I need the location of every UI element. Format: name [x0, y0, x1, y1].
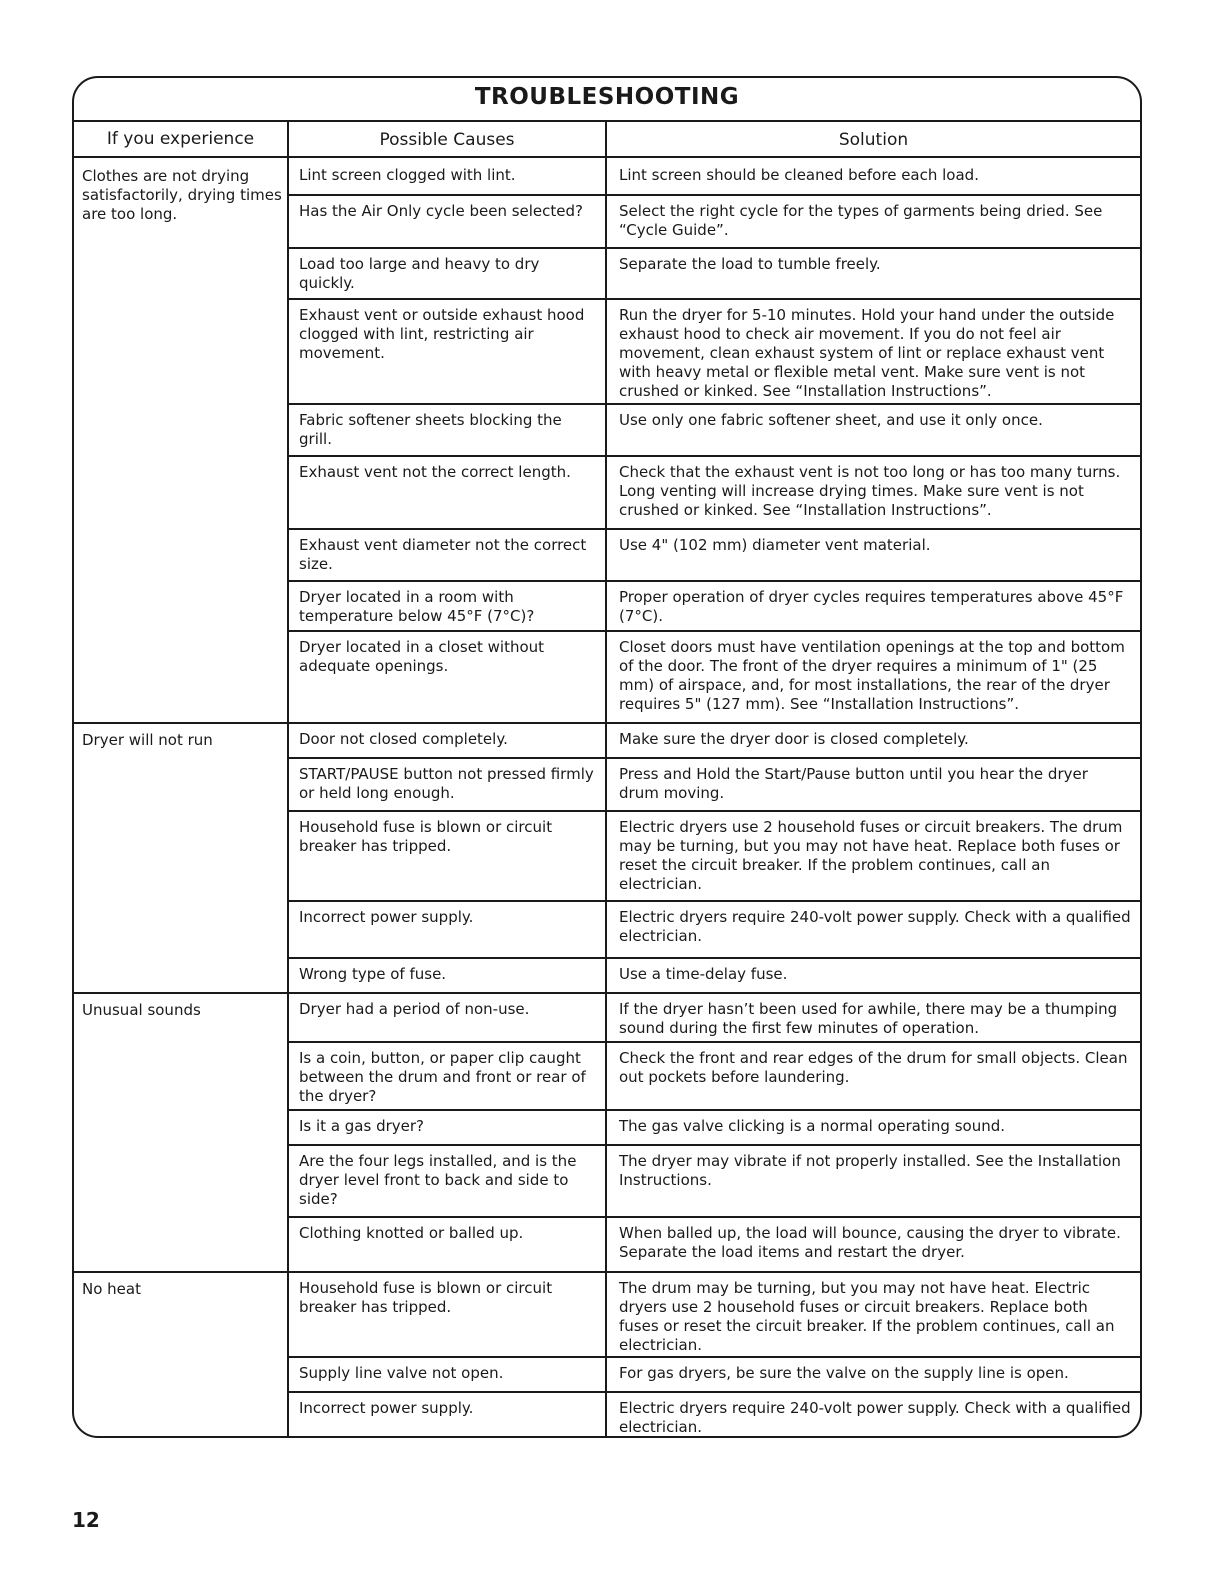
row-divider: [287, 580, 1142, 582]
solution-cell: Check that the exhaust vent is not too long or has too many turns. Long venting will increase drying times. Make sure vent is not crushed or kinked. See “Installation Instructions”.: [619, 463, 1121, 519]
page-title: TROUBLESHOOTING: [474, 84, 740, 110]
group-divider: [72, 992, 1142, 994]
solution-cell: Use only one fabric softener sheet, and use it only once.: [619, 411, 1043, 429]
solution-cell: When balled up, the load will bounce, causing the dryer to vibrate. Separate the load items and restart the dryer.: [619, 1224, 1121, 1261]
cause-cell: Is it a gas dryer?: [299, 1117, 425, 1135]
solution-cell: Separate the load to tumble freely.: [619, 255, 881, 273]
cause-cell: Incorrect power supply.: [299, 1399, 474, 1417]
cause-cell: Door not closed completely.: [299, 730, 508, 748]
solution-cell: Closet doors must have ventilation openings at the top and bottom of the door. The front of the dryer requires a minimum of 1" (25 mm) of airspace, and, for most installations, the rear of the dryer requires 5" (127 mm). See “Installation Instructions”.: [619, 638, 1125, 713]
solution-cell: The dryer may vibrate if not properly installed. See the Installation Instructions.: [619, 1152, 1121, 1189]
cause-cell: Wrong type of fuse.: [299, 965, 447, 983]
group-divider: [72, 722, 1142, 724]
solution-cell: The gas valve clicking is a normal operating sound.: [619, 1117, 1006, 1135]
row-divider: [287, 528, 1142, 530]
solution-cell: Lint screen should be cleaned before each load.: [619, 166, 979, 184]
header-solution: Solution: [838, 130, 909, 150]
row-divider: [287, 298, 1142, 300]
cause-cell: Supply line valve not open.: [299, 1364, 504, 1382]
header-experience: If you experience: [106, 129, 255, 149]
title-divider: [72, 120, 1142, 122]
cause-cell: Incorrect power supply.: [299, 908, 474, 926]
column-divider-1: [287, 120, 289, 1438]
group-divider: [72, 1271, 1142, 1273]
solution-cell: Check the front and rear edges of the drum for small objects. Clean out pockets before laundering.: [619, 1049, 1128, 1086]
row-divider: [287, 403, 1142, 405]
cause-cell: Exhaust vent or outside exhaust hood clogged with lint, restricting air movement.: [299, 306, 585, 362]
column-divider-2: [605, 120, 607, 1438]
cause-cell: Is a coin, button, or paper clip caught between the drum and front or rear of the dryer?: [299, 1049, 586, 1105]
cause-cell: Household fuse is blown or circuit breaker has tripped.: [299, 818, 553, 855]
row-divider: [287, 810, 1142, 812]
row-divider: [287, 630, 1142, 632]
row-divider: [287, 1041, 1142, 1043]
cause-cell: Has the Air Only cycle been selected?: [299, 202, 583, 220]
cause-cell: START/PAUSE button not pressed firmly or held long enough.: [299, 765, 594, 802]
row-divider: [287, 194, 1142, 196]
cause-cell: Exhaust vent not the correct length.: [299, 463, 571, 481]
cause-cell: Clothing knotted or balled up.: [299, 1224, 524, 1242]
row-divider: [287, 455, 1142, 457]
solution-cell: If the dryer hasn’t been used for awhile, there may be a thumping sound during the first few minutes of operation.: [619, 1000, 1118, 1037]
cause-cell: Dryer had a period of non-use.: [299, 1000, 530, 1018]
header-causes: Possible Causes: [379, 130, 515, 150]
cause-cell: Exhaust vent diameter not the correct size.: [299, 536, 587, 573]
solution-cell: The drum may be turning, but you may not have heat. Electric dryers use 2 household fuses or circuit breakers. Replace both fuses or reset the circuit breaker. If the problem continues, call an electrician.: [619, 1279, 1115, 1354]
cause-cell: Dryer located in a room with temperature below 45°F (7°C)?: [299, 588, 535, 625]
cause-cell: Dryer located in a closet without adequate openings.: [299, 638, 545, 675]
solution-cell: Electric dryers use 2 household fuses or circuit breakers. The drum may be turning, but you may not have heat. Replace both fuses or reset the circuit breaker. If the problem continues, call an electrician.: [619, 818, 1123, 893]
cause-cell: Fabric softener sheets blocking the grill.: [299, 411, 562, 448]
cause-cell: Lint screen clogged with lint.: [299, 166, 516, 184]
header-divider: [72, 156, 1142, 158]
solution-cell: Select the right cycle for the types of garments being dried. See “Cycle Guide”.: [619, 202, 1103, 239]
row-divider: [287, 1216, 1142, 1218]
symptom-label: No heat: [82, 1280, 141, 1298]
solution-cell: Electric dryers require 240-volt power supply. Check with a qualified electrician.: [619, 908, 1131, 945]
row-divider: [287, 1109, 1142, 1111]
row-divider: [287, 1144, 1142, 1146]
solution-cell: Run the dryer for 5-10 minutes. Hold your hand under the outside exhaust hood to check air movement. If you do not feel air movement, clean exhaust system of lint or replace exhaust vent with heavy metal or flexible metal vent. Make sure vent is not crushed or kinked. See “Installation Instructions”.: [619, 306, 1115, 400]
solution-cell: Electric dryers require 240-volt power supply. Check with a qualified electrician.: [619, 1399, 1131, 1436]
solution-cell: For gas dryers, be sure the valve on the supply line is open.: [619, 1364, 1069, 1382]
cause-cell: Load too large and heavy to dry quickly.: [299, 255, 540, 292]
row-divider: [287, 757, 1142, 759]
row-divider: [287, 900, 1142, 902]
row-divider: [287, 1356, 1142, 1358]
symptom-label: Clothes are not drying satisfactorily, drying times are too long.: [82, 167, 282, 223]
solution-cell: Make sure the dryer door is closed completely.: [619, 730, 969, 748]
symptom-label: Dryer will not run: [82, 731, 213, 749]
solution-cell: Use a time-delay fuse.: [619, 965, 788, 983]
solution-cell: Use 4" (102 mm) diameter vent material.: [619, 536, 931, 554]
cause-cell: Household fuse is blown or circuit breaker has tripped.: [299, 1279, 553, 1316]
page-number: 12: [72, 1508, 100, 1532]
row-divider: [287, 247, 1142, 249]
symptom-label: Unusual sounds: [82, 1001, 201, 1019]
cause-cell: Are the four legs installed, and is the dryer level front to back and side to side?: [299, 1152, 577, 1208]
row-divider: [287, 1391, 1142, 1393]
solution-cell: Press and Hold the Start/Pause button until you hear the dryer drum moving.: [619, 765, 1088, 802]
row-divider: [287, 957, 1142, 959]
solution-cell: Proper operation of dryer cycles requires temperatures above 45°F (7°C).: [619, 588, 1124, 625]
